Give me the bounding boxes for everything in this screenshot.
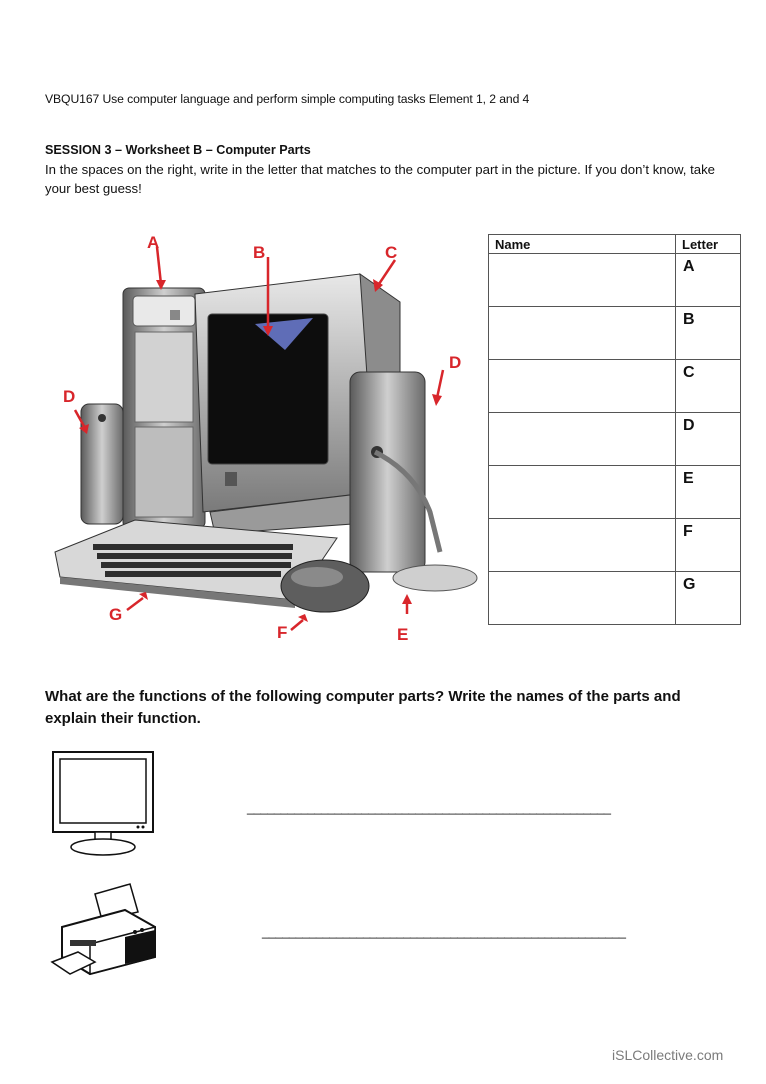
table-row [489,572,741,625]
answer-line-printer[interactable]: ______________________________________________________ [262,924,626,939]
callout-f: F [277,623,288,642]
table-row [489,519,741,572]
letter-cell-d: D [676,413,741,466]
computer-parts-picture [45,222,485,662]
letter-cell-c: C [676,360,741,413]
name-cell-d[interactable] [489,413,676,466]
instructions: In the spaces on the right, write in the letter that matches to the computer part in the picture. If you don’t know, take your best guess! [45,162,715,196]
callout-g: G [109,605,123,624]
printer-icon [50,882,162,977]
tower-case [123,288,205,528]
functions-question: What are the functions of the following computer parts? Write the names of the parts and explain their function. [45,688,681,727]
letter-cell-f: F [676,519,741,572]
table-row [489,413,741,466]
letter-cell-e: E [676,466,741,519]
answer-line-monitor[interactable]: ______________________________________________________ [247,800,611,815]
name-column-header: Name [489,235,676,254]
table-header-row [489,235,741,254]
name-cell-f[interactable] [489,519,676,572]
name-cell-c[interactable] [489,360,676,413]
callout-b: B [253,243,266,262]
callout-c: C [385,243,398,262]
letter-cell-g: G [676,572,741,625]
parts-matching-table [488,234,741,625]
letter-column-header: Letter [676,235,741,254]
letter-cell-a: A [676,254,741,307]
callout-d-right: D [449,353,462,372]
callout-a: A [147,233,160,252]
table-row [489,466,741,519]
name-cell-e[interactable] [489,466,676,519]
monitor-icon [50,749,160,859]
name-cell-b[interactable] [489,307,676,360]
table-row [489,307,741,360]
mouse [281,560,369,612]
left-speaker [81,404,123,524]
callout-d-left: D [63,387,76,406]
session-title: SESSION 3 – Worksheet B – Computer Parts [45,143,311,157]
callout-e: E [397,625,409,644]
name-cell-g[interactable] [489,572,676,625]
table-row [489,254,741,307]
table-row [489,360,741,413]
name-cell-a[interactable] [489,254,676,307]
right-speaker [350,372,425,572]
letter-cell-b: B [676,307,741,360]
computer-illustration [45,222,485,662]
course-header: VBQU167 Use computer language and perform simple computing tasks Element 1, 2 and 4 [45,92,530,106]
watermark: iSLCollective.com [612,1047,724,1063]
